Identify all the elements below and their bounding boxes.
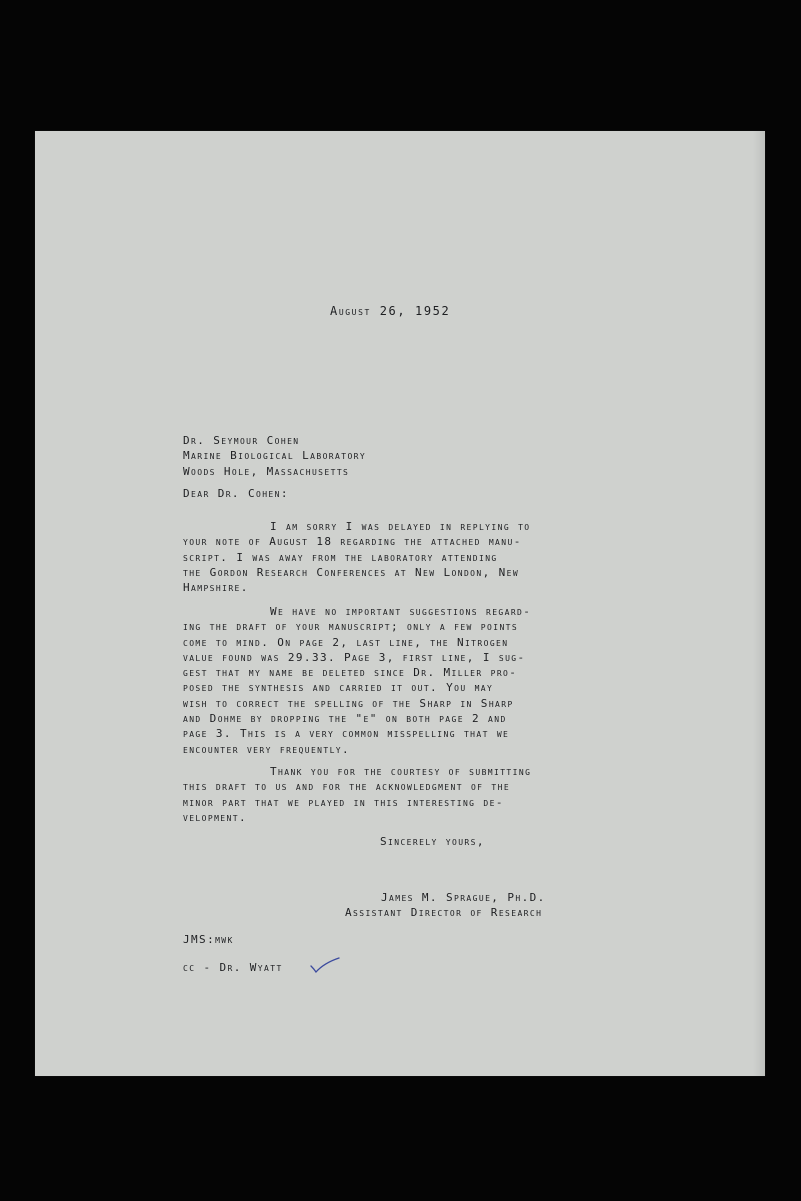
paragraph-1 xyxy=(183,519,623,595)
letter-date: August 26, 1952 xyxy=(330,304,451,318)
closing: Sincerely yours, xyxy=(380,835,485,848)
text-line: gest that my name be deleted since Dr. Miller pro- xyxy=(183,666,518,680)
text-line: encounter very frequently. xyxy=(183,742,351,756)
text-line: the Gordon Research Conferences at New London, New xyxy=(183,565,520,579)
text-line: velopment. xyxy=(183,810,247,824)
signer-name: James M. Sprague, Ph.D. xyxy=(381,891,546,904)
recipient-address xyxy=(183,433,366,479)
text-line: Thank you for the courtesy of submitting xyxy=(270,765,532,778)
text-line: wish to correct the spelling of the Sharp in Sharp xyxy=(183,696,514,710)
carbon-copy: cc - Dr. Wyatt xyxy=(183,961,283,974)
paragraph-2 xyxy=(183,604,623,757)
text-line: I am sorry I was delayed in replying to xyxy=(270,520,531,533)
text-line: minor part that we played in this interesting de- xyxy=(183,795,504,809)
text-line: We have no important suggestions regard- xyxy=(270,605,532,618)
text-line: Hampshire. xyxy=(183,581,249,595)
salutation: Dear Dr. Cohen: xyxy=(183,487,289,500)
signature-block xyxy=(345,890,546,921)
letterhead-watermark xyxy=(151,248,659,435)
text-line: posed the synthesis and carried it out. You may xyxy=(183,681,494,695)
reference-initials: JMS:mwk xyxy=(183,933,234,946)
letter-page xyxy=(35,131,765,1076)
text-line: this draft to us and for the acknowledgment of the xyxy=(183,780,511,794)
text-line: value found was 29.33. Page 3, first line, I sug- xyxy=(183,650,526,664)
paragraph-3 xyxy=(183,764,623,825)
recipient-location: Woods Hole, Massachusetts xyxy=(183,464,350,478)
recipient-name: Dr. Seymour Cohen xyxy=(183,434,300,447)
handwritten-check-icon xyxy=(310,957,340,973)
text-line: your note of August 18 regarding the attached manu- xyxy=(183,535,522,549)
text-line: and Dohme by dropping the "e" on both page 2 and xyxy=(183,712,507,726)
recipient-institution: Marine Biological Laboratory xyxy=(183,449,367,463)
text-line: script. I was away from the laboratory attending xyxy=(183,550,498,564)
text-line: come to mind. On page 2, last line, the Nitrogen xyxy=(183,635,509,649)
text-line: ing the draft of your manuscript; only a few points xyxy=(183,620,519,634)
text-line: page 3. This is a very common misspelling that we xyxy=(183,727,510,741)
signer-title: Assistant Director of Research xyxy=(345,906,543,920)
